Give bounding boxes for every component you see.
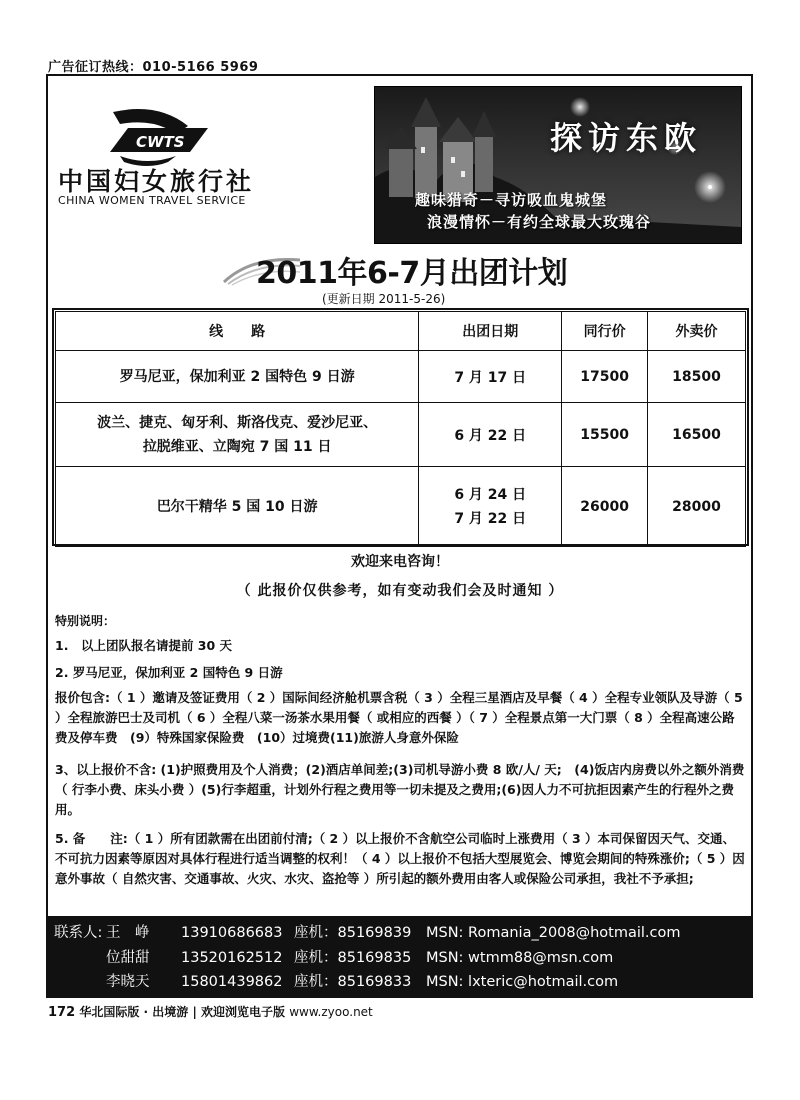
banner-slogan-2: 浪漫情怀－有约全球最大玫瑰谷 [427, 213, 652, 231]
date-cell: 7 月 17 日 [419, 351, 562, 403]
contact-name: 位甜甜 [106, 950, 150, 966]
peer-price-cell: 17500 [562, 351, 648, 403]
banner-slogan-1: 趣味猎奇－寻访吸血鬼城堡 [415, 191, 608, 209]
footer-text: 欢迎浏览电子版 [201, 1005, 286, 1019]
table-row [56, 467, 746, 547]
plan-title: 2011年6-7月出团计划 [256, 256, 568, 291]
note-item-1: 1. 以上团队报名请提前 30 天 [55, 638, 233, 653]
contact-label: 联系人: [54, 925, 103, 941]
contact-block [48, 916, 751, 996]
welcome-text: 欢迎来电咨询！ [351, 554, 449, 570]
header-retail-price: 外卖价 [648, 312, 746, 351]
route-cell: 罗马尼亚，保加利亚 2 国特色 9 日游 [56, 351, 419, 403]
contact-mobile: 15801439862 [181, 974, 283, 990]
route-cell: 巴尔干精华 5 国 10 日游 [56, 467, 419, 547]
logo-emblem-text: CWTS [136, 133, 185, 151]
retail-price-cell: 16500 [648, 403, 746, 467]
contact-name: 王 峥 [106, 925, 150, 941]
peer-price-cell: 26000 [562, 467, 648, 547]
special-notes-title: 特别说明： [55, 614, 116, 628]
header-route: 线 路 [56, 312, 419, 351]
page-number: 172 [48, 1005, 76, 1020]
date-cell: 6 月 24 日 7 月 22 日 [419, 467, 562, 547]
table-row [56, 351, 746, 403]
contact-name: 李晓天 [106, 974, 150, 990]
footer-section: 华北国际版 · 出境游 [79, 1005, 189, 1019]
banner-title: 探访东欧 [550, 119, 703, 157]
contact-msn: MSN: lxteric@hotmail.com [426, 974, 619, 990]
peer-price-cell: 15500 [562, 403, 648, 467]
footer-separator: | [192, 1005, 197, 1019]
retail-price-cell: 28000 [648, 467, 746, 547]
note-item-2: 2. 罗马尼亚，保加利亚 2 国特色 9 日游 [55, 665, 283, 680]
update-date: (更新日期 2011-5-26) [322, 292, 446, 306]
contact-landline: 座机：85169835 [294, 950, 412, 966]
price-excludes: 3、以上报价不含: (1)护照费用及个人消费；(2)酒店单间差;(3)司机导游小费 8 欧/人/ 天; (4)饭店内房费以外之额外消费（ 行李小费、床头小费 ）(5)行李超重，计划外行程之费用等一切未提及之费用;(6)因人力不可抗拒因素产生的行程外之费用。 [55, 762, 745, 817]
footer-url: www.zyoo.net [289, 1005, 373, 1019]
price-includes: 报价包含:（ 1 ）邀请及签证费用（ 2 ）国际间经济舱机票含税（ 3 ）全程三星酒店及早餐（ 4 ）全程专业领队及导游（ 5 ）全程旅游巴士及司机（ 6 ）全程八菜一汤茶水果用餐（ 或相应的西餐 ）（ 7 ）全程景点第一大门票（ 8 ）全程高速公路费及停车费 (9）特殊国家保险费 (10）过境费(11)旅游人身意外保险 [55, 690, 743, 745]
contact-mobile: 13910686683 [181, 925, 283, 941]
contact-msn: MSN: Romania_2008@hotmail.com [426, 925, 681, 941]
price-notice: （ 此报价仅供参考，如有变动我们会及时通知 ） [236, 583, 564, 599]
retail-price-cell: 18500 [648, 351, 746, 403]
header-date: 出团日期 [419, 312, 562, 351]
contact-mobile: 13520162512 [181, 950, 283, 966]
contact-landline: 座机：85169833 [294, 974, 412, 990]
contact-msn: MSN: wtmm88@msn.com [426, 950, 614, 966]
ad-hotline: 广告征订热线：010-5166 5969 [48, 60, 259, 75]
route-cell: 波兰、捷克、匈牙利、斯洛伐克、爱沙尼亚、 拉脱维亚、立陶宛 7 国 11 日 [56, 403, 419, 467]
table-header-row [56, 312, 746, 351]
company-name-english: CHINA WOMEN TRAVEL SERVICE [58, 194, 246, 207]
remarks: 5. 备 注:（ 1 ）所有团款需在出团前付清;（ 2 ）以上报价不含航空公司临时上涨费用（ 3 ）本司保留因天气、交通、不可抗力因素等原因对具体行程进行适当调整的权利！（ 4 ）以上报价不包括大型展览会、博览会期间的特殊涨价;（ 5 ）因意外事故（ 自然灾害、交通事故、火灾、水灾、盗抢等 ）所引起的额外费用由客人或保险公司承担，我社不予承担; [55, 831, 745, 886]
page-footer [48, 1003, 373, 1020]
routes-table [55, 311, 746, 547]
table-row [56, 403, 746, 467]
header-peer-price: 同行价 [562, 312, 648, 351]
contact-landline: 座机：85169839 [294, 925, 412, 941]
date-cell: 6 月 22 日 [419, 403, 562, 467]
eastern-europe-banner [374, 86, 742, 244]
company-name: 中国妇女旅行社 [58, 167, 255, 196]
